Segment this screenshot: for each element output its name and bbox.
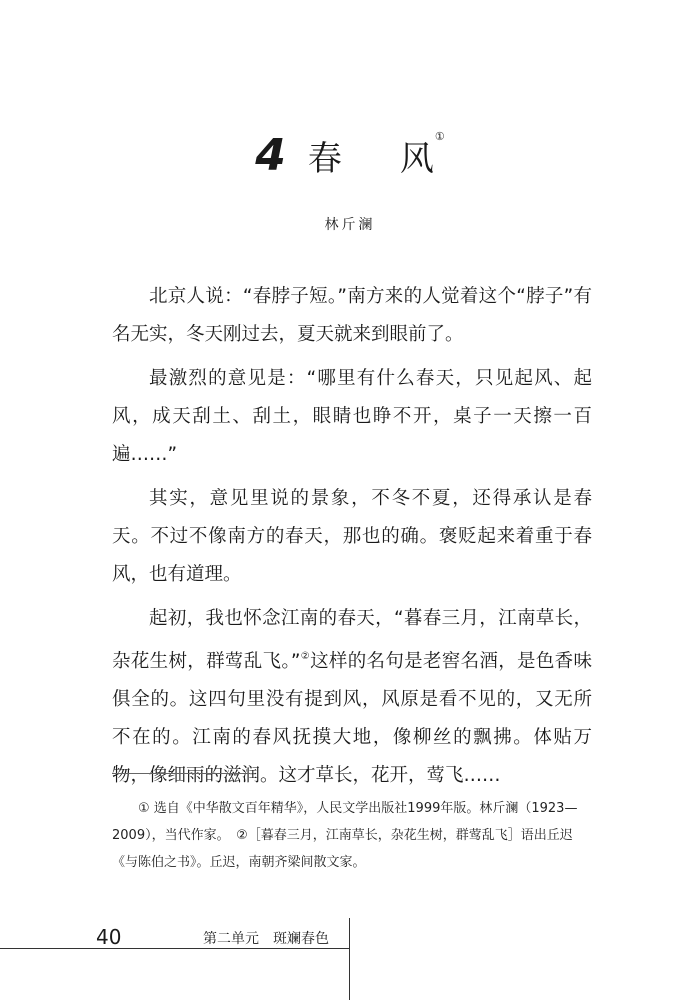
unit-title: 斑斓春色 [273,931,329,947]
footnote-divider [112,773,250,774]
article-body [112,278,592,801]
paragraph-1: 北京人说：“春脖子短。”南方来的人觉着这个“脖子”有名无实，冬天刚过去，夏天就来到眼前了。 [112,286,592,345]
unit-label [203,928,329,948]
paragraph-3: 其实，意见里说的景象，不冬不夏，还得承认是春天。不过不像南方的春天，那也的确。褒贬起来着重于春风，也有道理。 [112,488,592,585]
page-number: 40 [96,925,122,949]
title-footnote-mark[interactable]: ① [434,130,445,143]
paragraph-4 [112,600,592,795]
footnote-mark-2[interactable]: ② [300,651,311,662]
footnotes [112,795,590,876]
unit-name: 第二单元 [203,931,259,947]
paragraph-2: 最激烈的意见是：“哪里有什么春天，只见起风、起风，成天刮土、刮土，眼睛也睁不开，桌子一天擦一百遍……” [112,368,592,465]
title-char-2: 风 [399,139,434,179]
paragraph-4-part-2: 这样的名句是老窖名酒，是色香味俱全的。这四句里没有提到风，风原是看不见的，又无所不在的。江南的春风抚摸大地，像柳丝的飘拂。体贴万物，像细雨的滋润。这才草长，花开，莺飞…… [112,651,592,786]
footnote-2-text: ②［暮春三月，江南草长，杂花生树，群莺乱飞］语出丘迟《与陈伯之书》。丘迟，南朝齐梁间散文家。 [112,828,573,870]
paragraph-4-part-1: 起初，我也怀念江南的春天，“暮春三月，江南草长，杂花生树，群莺乱飞。” [112,608,592,672]
footnote-1 [112,795,590,876]
lesson-number: 4 [255,130,286,181]
author-name: 林斤澜 [324,217,376,233]
lesson-title [0,130,700,181]
footer-divider [0,948,350,949]
footnote-1-text: ① 选自《中华散文百年精华》，人民文学出版社1999年版。林斤澜（1923—2009），当代作家。 [112,801,578,843]
title-char-1: 春 [307,139,342,179]
footer-vertical-rule [349,918,350,1000]
